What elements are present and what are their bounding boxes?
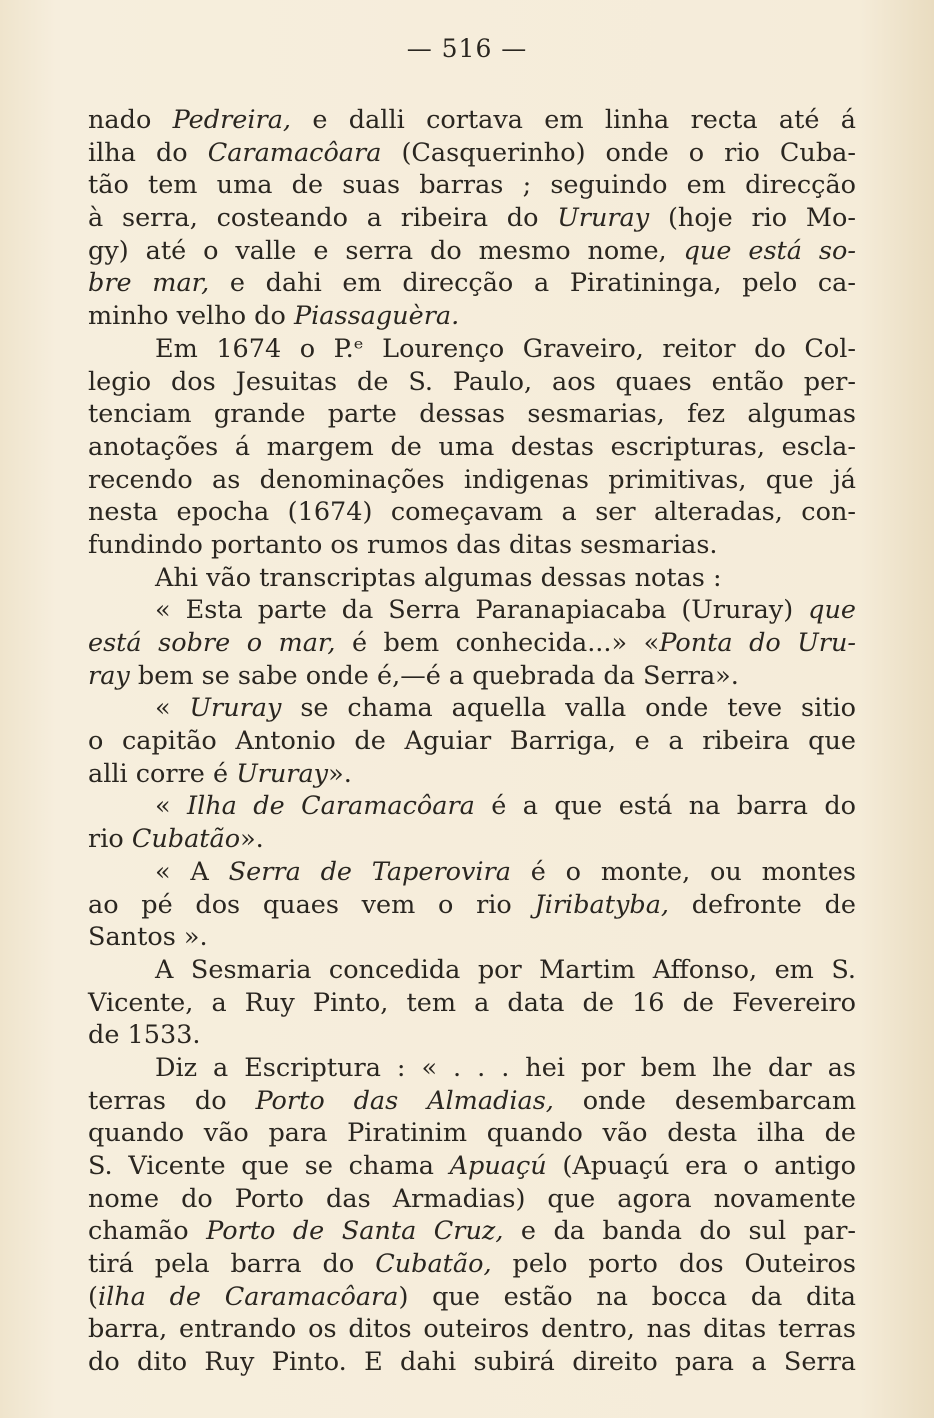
body-text: [88, 104, 856, 1379]
italic-term: Jiribatyba,: [534, 889, 670, 920]
text-run: ».: [240, 824, 264, 855]
italic-term: ray: [88, 660, 130, 691]
text-run: fundindo portanto os rumos das ditas sesmarias.: [88, 529, 718, 560]
text-run: onde desembarcam: [553, 1085, 856, 1116]
text-run: é o monte, ou montes: [510, 856, 856, 887]
text-run: anotações á margem de uma destas escripturas, escla-: [88, 431, 856, 462]
text-run: nesta epocha (1674) começavam a ser alteradas, con-: [88, 497, 856, 528]
text-run: legio dos Jesuitas de S. Paulo, aos quaes então per-: [88, 366, 856, 397]
page-number: — 516 —: [406, 34, 528, 63]
text-run: de 1533.: [88, 1020, 201, 1051]
text-run: S. Vicente que se chama: [88, 1151, 450, 1181]
italic-term: Cubatão: [131, 824, 241, 855]
text-run: gy) até o valle e serra do mesmo nome,: [88, 235, 684, 266]
text-line: [88, 202, 856, 235]
italic-term: está sobre o mar,: [88, 628, 336, 658]
text-line: [88, 987, 856, 1020]
text-run: defronte de: [669, 889, 856, 920]
text-run: (Apuaçú era o antigo: [546, 1151, 856, 1181]
text-line: [88, 1313, 856, 1346]
italic-term: Apuaçú: [449, 1151, 547, 1181]
text-line: [88, 921, 856, 954]
italic-term: Ilha de Caramacôara: [187, 791, 475, 822]
text-run: bem se sabe onde é,—é a quebrada da Serra».: [129, 660, 739, 691]
italic-term: ilha de Caramacôara: [97, 1281, 399, 1312]
text-run: ».: [328, 758, 352, 789]
text-line: [88, 1248, 856, 1281]
text-line: [88, 790, 856, 823]
text-run: recendo as denominações indigenas primitivas, que já: [88, 464, 856, 495]
text-run: tenciam grande parte dessas sesmarias, fez algumas: [88, 399, 856, 430]
text-run: terras do: [88, 1085, 256, 1116]
italic-term: Ururay: [236, 758, 329, 789]
text-line: [88, 627, 856, 660]
text-line: [88, 366, 856, 399]
text-line: [88, 692, 856, 725]
text-run: Santos ».: [88, 922, 208, 953]
text-line: [88, 104, 856, 137]
text-run: é bem conhecida...» «: [335, 628, 660, 658]
text-line: [88, 169, 856, 202]
text-run: nome do Porto das Armadias) que agora novamente: [88, 1183, 856, 1214]
text-line: [88, 1215, 856, 1248]
text-line: [88, 594, 856, 627]
text-run: alli corre é: [88, 758, 237, 789]
text-run: pelo porto dos Outeiros: [491, 1249, 856, 1280]
text-run: se chama aquella valla onde teve sitio: [281, 693, 856, 724]
text-run: « Esta parte da Serra Paranapiacaba (Ururay): [155, 595, 809, 626]
text-run: minho velho do: [88, 301, 294, 332]
text-run: A Sesmaria concedida por Martim Affonso, em S.: [155, 954, 856, 985]
text-run: (Casquerinho) onde o rio Cuba-: [381, 137, 856, 168]
italic-term: Ponta do Uru-: [659, 628, 856, 658]
text-line: [88, 758, 856, 791]
text-run: Vicente, a Ruy Pinto, tem a data de 16 de Fevereiro: [88, 987, 856, 1018]
text-line: [88, 1117, 856, 1150]
text-line: [88, 464, 856, 497]
text-line: [88, 235, 856, 268]
italic-term: Caramacôara: [207, 137, 382, 168]
text-run: ilha do: [88, 137, 208, 168]
text-run: Em 1674 o P.ᵉ Lourenço Graveiro, reitor do Col-: [155, 333, 856, 364]
text-run: (: [88, 1281, 98, 1312]
text-run: « A: [155, 856, 229, 887]
text-run: à serra, costeando a ribeira do: [88, 203, 558, 234]
text-run: ) que estão na bocca da dita: [398, 1281, 856, 1312]
text-run: Ahi vão transcriptas algumas dessas notas :: [155, 562, 722, 593]
italic-term: Ururay: [189, 693, 282, 724]
text-run: «: [155, 791, 188, 822]
text-run: barra, entrando os ditos outeiros dentro, nas ditas terras: [88, 1314, 856, 1345]
text-line: [88, 1150, 856, 1183]
text-line: [88, 398, 856, 431]
text-line: [88, 267, 856, 300]
text-line: [88, 137, 856, 170]
text-run: «: [155, 693, 190, 724]
text-line: [88, 431, 856, 464]
text-run: e dahi em direcção a Piratininga, pelo ca-: [209, 268, 856, 299]
text-run: tão tem uma de suas barras ; seguindo em direcção: [88, 170, 856, 201]
italic-term: Pedreira,: [172, 105, 292, 135]
text-line: [88, 1019, 856, 1052]
text-line: [88, 1183, 856, 1216]
text-run: Diz a Escriptura : « . . . hei por bem lhe dar as: [155, 1052, 856, 1083]
text-run: nado: [88, 105, 173, 135]
italic-term: que: [808, 595, 856, 626]
italic-term: Serra de Taperovira: [228, 856, 511, 887]
text-line: [88, 954, 856, 987]
text-run: e da banda do sul par-: [503, 1216, 856, 1247]
text-run: o capitão Antonio de Aguiar Barriga, e a ribeira que: [88, 726, 856, 757]
italic-term: que está so-: [683, 235, 856, 266]
italic-term: Porto das Almadias,: [255, 1085, 554, 1116]
text-line: [88, 823, 856, 856]
text-run: do dito Ruy Pinto. E dahi subirá direito para a Serra: [88, 1347, 856, 1378]
italic-term: Cubatão,: [375, 1249, 492, 1280]
italic-term: bre mar,: [88, 268, 210, 299]
text-line: [88, 529, 856, 562]
italic-term: Porto de Santa Cruz,: [206, 1216, 504, 1247]
text-line: [88, 1346, 856, 1379]
text-line: [88, 496, 856, 529]
italic-term: Piassaguèra.: [293, 301, 460, 332]
text-line: [88, 856, 856, 889]
text-run: tirá pela barra do: [88, 1249, 376, 1280]
text-line: [88, 300, 856, 333]
text-line: [88, 889, 856, 922]
text-run: ao pé dos quaes vem o rio: [88, 889, 535, 920]
text-run: e dalli cortava em linha recta até á: [291, 105, 856, 135]
text-line: [88, 333, 856, 366]
text-line: [88, 1085, 856, 1118]
text-run: é a que está na barra do: [474, 791, 856, 822]
text-run: rio: [88, 824, 132, 855]
text-line: [88, 660, 856, 693]
text-run: chamão: [88, 1216, 207, 1247]
text-run: (hoje rio Mo-: [649, 203, 856, 234]
text-line: [88, 1281, 856, 1314]
text-line: [88, 562, 856, 595]
text-line: [88, 725, 856, 758]
italic-term: Ururay: [557, 203, 650, 234]
text-run: quando vão para Piratinim quando vão desta ilha de: [88, 1118, 856, 1149]
text-line: [88, 1052, 856, 1085]
